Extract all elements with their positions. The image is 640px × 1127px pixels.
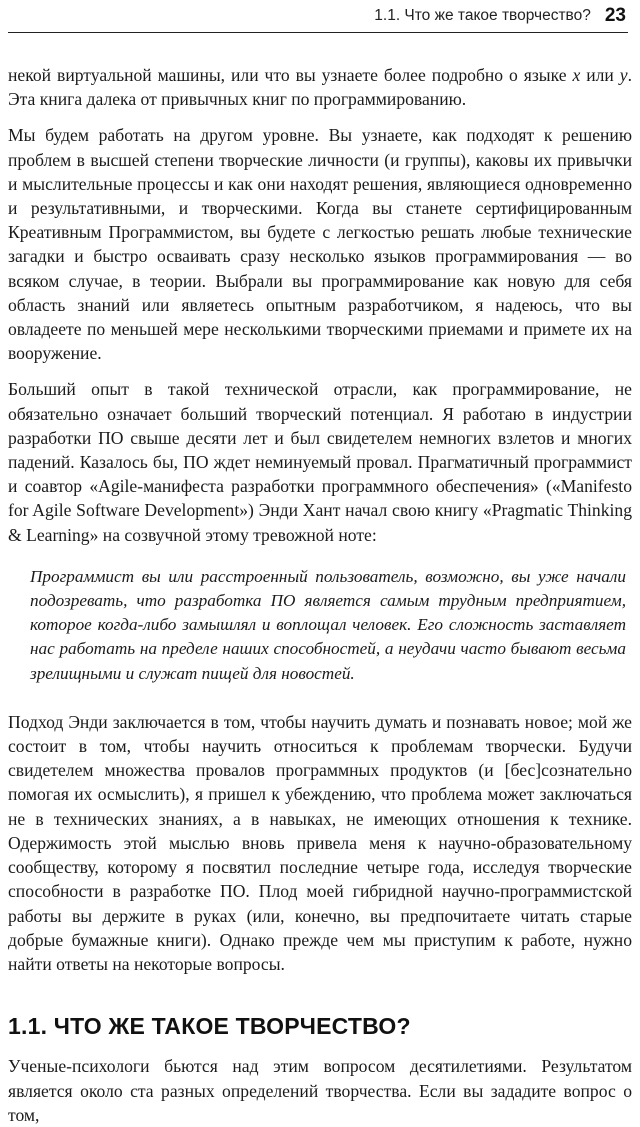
- paragraph-4: Подход Энди заключается в том, чтобы научить думать и познавать новое; мой же состоит в том, чтобы научить относиться к проблемам творчески. Будучи свидетелем множества провалов программных продуктов (и [бес]сознательно помогая их осмыслить), я пришел к убеждению, что проблема может заключаться не в технических знаниях, а в навыках, не имеющих отношения к технике. Одержимость этой мыслью вновь привела меня к научно-образовательному сообществу, которому я посвятил последние четыре года, исследуя творческие способности в разработке ПО. Плод моей гибридной научно-программистской работы вы держите в руках (или, конечно, вы предпочитаете читать старые добрые бумажные книги). Однако прежде чем мы приступим к работе, нужно найти ответы на некоторые вопросы.: [8, 711, 632, 974]
- paragraph-1: [8, 63, 632, 111]
- paragraph-5: Ученые-психологи бьются над этим вопросом десятилетиями. Результатом является около ста разных определений творчества. Если вы зададите вопрос о том,: [8, 1056, 632, 1125]
- block-quote: Программист вы или расстроенный пользователь, возможно, вы уже начали подозревать, что разработка ПО является самым трудным предприятием, которое когда-либо замышлял и воплощал человек. Его сложность заставляет нас работать на пределе наших способностей, а неудачи часто бывают весьма зрелищными и служат пищей для новостей.: [30, 566, 626, 683]
- section-heading: 1.1. ЧТО ЖЕ ТАКОЕ ТВОРЧЕСТВО?: [8, 1013, 411, 1040]
- language-x: x: [572, 65, 581, 85]
- paragraph-1-part-a: некой виртуальной машины, или что вы узнаете более подробно о языке: [8, 65, 573, 85]
- running-header: [8, 0, 628, 33]
- paragraph-1-part-b: или: [580, 65, 620, 85]
- paragraph-3: Больший опыт в такой технической отрасли, как программирование, не обязательно означает больший творческий потенциал. Я работаю в индустрии разработки ПО свыше десяти лет и был свидетелем немногих взлетов и многих падений. Казалось бы, ПО ждет неминуемый провал. Прагматичный программист и соавтор «Agile-манифеста разработки программного обеспечения» («Manifesto for Agile Software Development») Энди Хант начал свою книгу «Pragmatic Thinking & Learning» на созвучной этому тревожной ноте:: [8, 379, 632, 545]
- language-y: y: [619, 65, 628, 85]
- paragraph-2: Мы будем работать на другом уровне. Вы узнаете, как подходят к решению проблем в высшей степени творческие личности (и группы), каковы их привычки и мыслительные процессы и как они находят решения, являющиеся одновременно и результативными, и творческими. Когда вы станете сертифицированным Креативным Программистом, вы будете с легкостью решать любые технические загадки и быстро осваивать сразу несколько языков программирования — во всяком случае, в теории. Выбрали вы программирование как новую для себя область знаний или являетесь опытным разработчиком, я надеюсь, что вы овладеете по меньшей мере несколькими творческими приемами и примете их на вооружение.: [8, 125, 632, 364]
- page-number: 23: [604, 5, 626, 26]
- body-text: [8, 63, 632, 1127]
- paragraph-1-part-c: . Эта книга далека от привычных книг по программированию.: [8, 65, 632, 110]
- running-title: 1.1. Что же такое творчество?: [374, 7, 591, 24]
